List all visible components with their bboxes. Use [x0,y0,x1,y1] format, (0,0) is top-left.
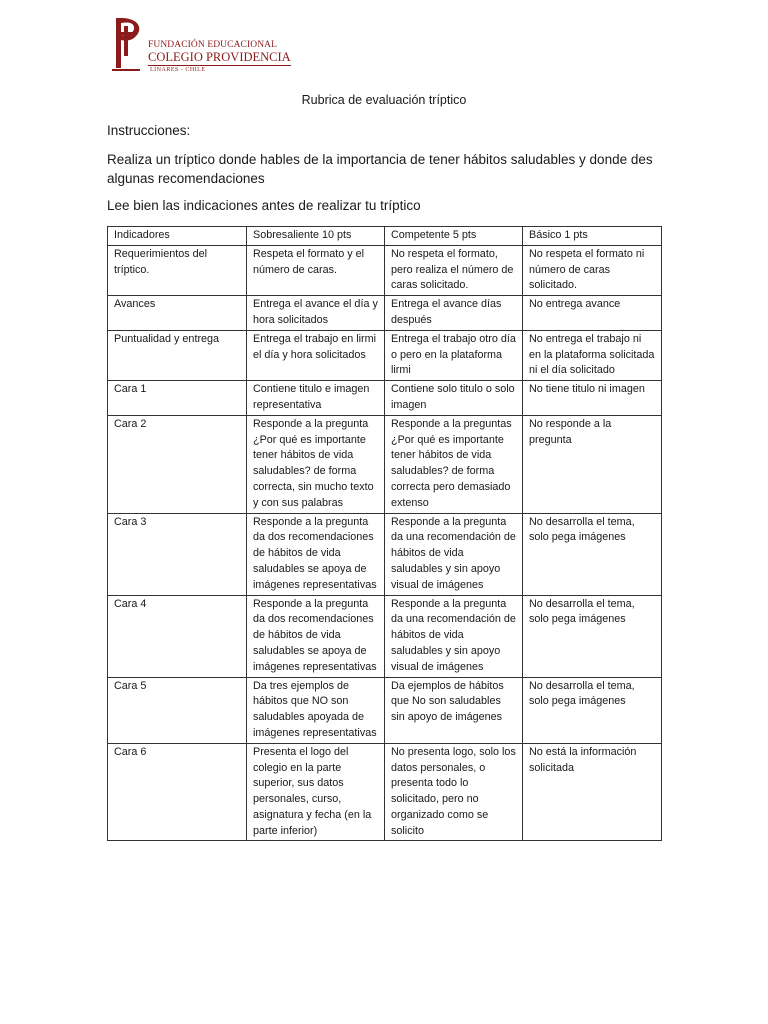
logo-location: LINARES - CHILE [150,67,206,73]
cell-sobresaliente: Presenta el logo del colegio en la parte superior, sus datos personales, curso, asignatura y fecha (en la parte inferior) [247,743,385,841]
cell-competente: No presenta logo, solo los datos personales, o presenta todo lo solicitado, pero no organizado como se solicito [385,743,523,841]
cell-basico: No desarrolla el tema, solo pega imágenes [523,595,662,677]
cell-indicator: Puntualidad y entrega [108,330,247,380]
cell-basico: No está la información solicitada [523,743,662,841]
cell-competente: Contiene solo titulo o solo imagen [385,381,523,416]
cell-indicator: Avances [108,296,247,331]
cell-indicator: Cara 5 [108,677,247,743]
cell-basico: No tiene titulo ni imagen [523,381,662,416]
cell-indicator: Requerimientos del tríptico. [108,245,247,295]
cell-sobresaliente: Entrega el avance el día y hora solicitados [247,296,385,331]
cell-sobresaliente: Da tres ejemplos de hábitos que NO son saludables apoyada de imágenes representativas [247,677,385,743]
instructions-heading: Instrucciones: [107,123,191,138]
table-row [108,677,662,743]
cell-basico: No entrega el trabajo ni en la plataforma solicitada ni el día solicitado [523,330,662,380]
cell-basico: No desarrolla el tema, solo pega imágenes [523,513,662,595]
header-indicadores: Indicadores [108,227,247,246]
cell-indicator: Cara 1 [108,381,247,416]
table-row [108,743,662,841]
header-competente: Competente 5 pts [385,227,523,246]
instructions-text: Realiza un tríptico donde hables de la importancia de tener hábitos saludables y donde des algunas recomendaciones [107,152,653,186]
cell-sobresaliente: Responde a la pregunta da dos recomendaciones de hábitos de vida saludables se apoya de imágenes representativas [247,513,385,595]
cell-basico: No responde a la pregunta [523,415,662,513]
instructions-note: Lee bien las indicaciones antes de realizar tu tríptico [107,198,421,213]
cell-indicator: Cara 4 [108,595,247,677]
table-row [108,330,662,380]
table-row [108,245,662,295]
table-row [108,381,662,416]
cell-indicator: Cara 6 [108,743,247,841]
table-row [108,415,662,513]
cell-competente: No respeta el formato, pero realiza el número de caras solicitado. [385,245,523,295]
cell-competente: Responde a la pregunta da una recomendación de hábitos de vida saludables y sin apoyo visual de imágenes [385,513,523,595]
cell-sobresaliente: Respeta el formato y el número de caras. [247,245,385,295]
logo-text [148,40,291,75]
table-row [108,513,662,595]
cell-basico: No desarrolla el tema, solo pega imágenes [523,677,662,743]
cell-competente: Da ejemplos de hábitos que No son saludables sin apoyo de imágenes [385,677,523,743]
cell-basico: No entrega avance [523,296,662,331]
table-row [108,595,662,677]
cell-competente: Entrega el trabajo otro día o pero en la plataforma lirmi [385,330,523,380]
cell-sobresaliente: Responde a la pregunta da dos recomendaciones de hábitos de vida saludables se apoya de imágenes representativas [247,595,385,677]
cell-indicator: Cara 2 [108,415,247,513]
cell-competente: Responde a la preguntas ¿Por qué es importante tener hábitos de vida saludables? de forma correcta pero demasiado extenso [385,415,523,513]
document-title: Rubrica de evaluación tríptico [301,93,467,107]
rubric-table [107,226,662,841]
header-basico: Básico 1 pts [523,227,662,246]
cell-competente: Responde a la pregunta da una recomendación de hábitos de vida saludables y sin apoyo visual de imágenes [385,595,523,677]
header-sobresaliente: Sobresaliente 10 pts [247,227,385,246]
school-logo [110,14,291,78]
table-header-row [108,227,662,246]
cell-sobresaliente: Responde a la pregunta ¿Por qué es importante tener hábitos de vida saludables? de forma correcta, sin mucho texto y con sus palabras [247,415,385,513]
cell-competente: Entrega el avance días después [385,296,523,331]
table-row [108,296,662,331]
cell-basico: No respeta el formato ni número de caras solicitado. [523,245,662,295]
logo-school-name: COLEGIO PROVIDENCIA [148,50,291,64]
school-crest-icon [110,14,146,76]
cell-sobresaliente: Contiene titulo e imagen representativa [247,381,385,416]
cell-sobresaliente: Entrega el trabajo en lirmi el día y hora solicitados [247,330,385,380]
cell-indicator: Cara 3 [108,513,247,595]
logo-foundation-name: FUNDACIÓN EDUCACIONAL [148,40,278,50]
